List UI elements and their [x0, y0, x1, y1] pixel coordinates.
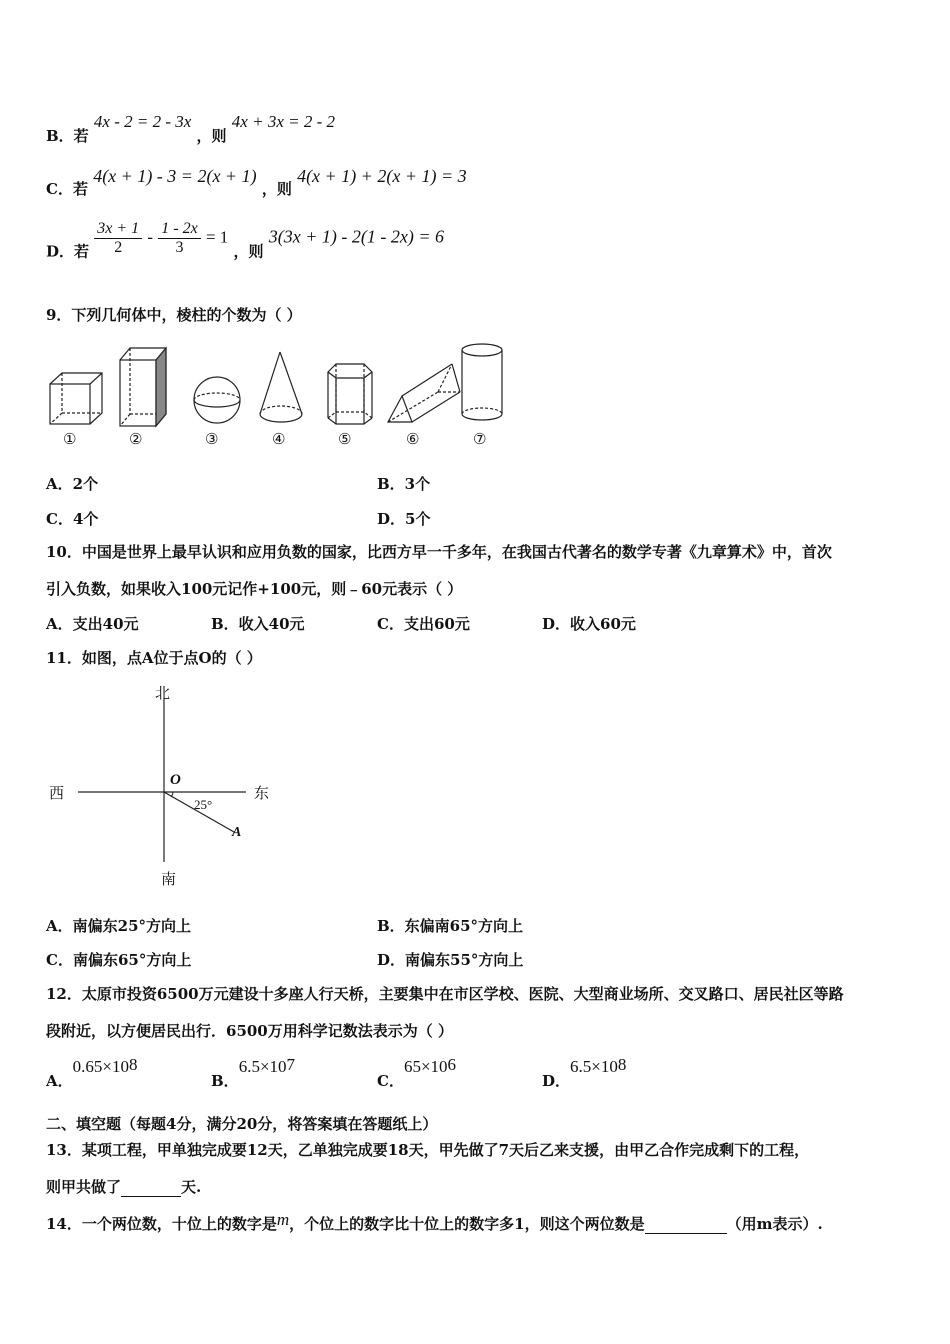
q12-c-exponent: 6: [447, 1055, 457, 1074]
q8-b-equation-2: 4x + 3x = 2 - 2: [231, 112, 335, 131]
q8-d-frac2-numerator: 1 - 2x: [158, 220, 200, 239]
q12-option-d: [542, 1055, 626, 1091]
q8-b-label: B．若: [46, 127, 89, 145]
q12-b-label: B．: [211, 1072, 239, 1090]
q10-option-c: C．支出60元: [377, 615, 470, 633]
q9-shape-label-2: ②: [129, 430, 143, 448]
q11-south-label: 南: [161, 870, 177, 888]
q9-option-c: C．4个: [46, 510, 99, 528]
q9-shape-label-6: ⑥: [406, 430, 420, 448]
q12-option-b: [211, 1055, 295, 1091]
q12-d-exponent: 8: [617, 1055, 627, 1074]
cylinder-icon: [462, 344, 502, 420]
q14-question: [46, 1210, 823, 1234]
q11-angle-label: 25°: [194, 797, 213, 812]
q12-a-base: 0.65×10: [72, 1057, 129, 1076]
q11-north-label: 北: [155, 684, 171, 702]
q8-d-rhs: = 1: [205, 227, 229, 247]
q12-c-base: 65×10: [403, 1057, 448, 1076]
q8-option-d: [46, 220, 444, 262]
q14-suffix: （用m表示）.: [726, 1215, 823, 1233]
q8-c-equation-1: 4(x + 1) - 3 = 2(x + 1): [93, 166, 257, 186]
q11-compass-figure: [40, 680, 290, 890]
q8-d-frac1-denominator: 2: [114, 239, 123, 256]
q14-prefix: 14．一个两位数，十位上的数字是: [46, 1215, 277, 1233]
q12-d-base: 6.5×10: [570, 1057, 618, 1076]
q12-question-line-2: 段附近，以方便居民出行．6500万用科学记数法表示为（ ）: [46, 1022, 453, 1040]
q8-d-fraction-1: [94, 220, 142, 257]
q13-answer-blank[interactable]: [121, 1178, 181, 1197]
q12-option-c: [377, 1055, 456, 1091]
q8-b-equation-1: 4x - 2 = 2 - 3x: [93, 112, 192, 131]
q13-line2-suffix: 天.: [181, 1178, 202, 1196]
q9-option-d: D．5个: [377, 510, 431, 528]
q8-d-equation-2: 3(3x + 1) - 2(1 - 2x) = 6: [268, 226, 445, 247]
q8-d-then: ，则: [233, 242, 264, 261]
q12-question-line-1: 12．太原市投资6500万元建设十多座人行天桥，主要集中在市区学校、医院、大型商业场所、交叉路口、居民社区等路: [46, 985, 844, 1003]
cuboid-icon: [120, 348, 166, 426]
q9-option-a: A．2个: [46, 475, 99, 493]
q9-shape-label-7: ⑦: [473, 430, 487, 448]
q8-b-then: ，则: [196, 127, 227, 145]
q10-question-line-1: 10．中国是世界上最早认识和应用负数的国家，比西方早一千多年，在我国古代著名的数学专著《九章算术》中，首次: [46, 543, 832, 561]
q13-question-line-2: [46, 1176, 201, 1197]
q11-option-c: C．南偏东65°方向上: [46, 951, 192, 969]
q12-c-label: C．: [377, 1072, 404, 1090]
q11-option-a: A．南偏东25°方向上: [46, 917, 192, 935]
q9-shape-label-5: ⑤: [338, 430, 352, 448]
q10-option-b: B．收入40元: [211, 615, 305, 633]
q8-d-label: D．若: [46, 242, 90, 261]
q14-variable: m: [276, 1210, 290, 1229]
q12-d-label: D．: [542, 1072, 571, 1090]
triangular-prism-icon: [388, 364, 460, 422]
cube-icon: [50, 373, 102, 424]
q11-west-label: 西: [49, 784, 65, 802]
q10-question-line-2: 引入负数，如果收入100元记作+100元，则﹣60元表示（ ）: [46, 580, 463, 598]
q8-option-b: [46, 112, 335, 146]
cone-icon: [260, 352, 302, 422]
q8-d-fraction-2: [158, 220, 200, 257]
q12-a-label: A．: [46, 1072, 73, 1090]
hexagonal-prism-icon: [328, 364, 372, 424]
q11-option-b: B．东偏南65°方向上: [377, 917, 524, 935]
q8-option-c: [46, 166, 467, 199]
q14-answer-blank[interactable]: [645, 1215, 727, 1234]
q9-option-b: B．3个: [377, 475, 431, 493]
q10-option-a: A．支出40元: [46, 615, 139, 633]
section-2-heading: 二、填空题（每题4分，满分20分，将答案填在答题纸上）: [46, 1115, 438, 1133]
q11-option-d: D．南偏东55°方向上: [377, 951, 524, 969]
q9-shape-label-4: ④: [272, 430, 286, 448]
q14-middle: ，个位上的数字比十位上的数字多1，则这个两位数是: [289, 1215, 645, 1233]
q11-east-label: 东: [254, 784, 270, 802]
q9-shape-label-1: ①: [63, 430, 77, 448]
q8-c-then: ，则: [261, 180, 292, 198]
q11-origin-label: O: [170, 772, 181, 788]
q12-b-exponent: 7: [286, 1055, 296, 1074]
q8-d-minus: -: [147, 227, 154, 247]
q8-c-label: C．若: [46, 180, 88, 198]
q8-d-frac1-numerator: 3x + 1: [94, 220, 142, 239]
q9-question: 9．下列几何体中，棱柱的个数为（ ）: [46, 306, 302, 324]
q13-line2-prefix: 则甲共做了: [46, 1178, 122, 1196]
q8-d-frac2-denominator: 3: [175, 239, 184, 256]
q11-question: 11．如图，点A位于点O的（ ）: [46, 649, 262, 667]
sphere-icon: [194, 377, 240, 423]
q10-option-d: D．收入60元: [542, 615, 636, 633]
q12-a-exponent: 8: [128, 1055, 138, 1074]
q12-b-base: 6.5×10: [238, 1057, 287, 1076]
q9-shape-label-3: ③: [205, 430, 219, 448]
q8-c-equation-2: 4(x + 1) + 2(x + 1) = 3: [297, 166, 467, 186]
q13-question-line-1: 13．某项工程，甲单独完成要12天，乙单独完成要18天，甲先做了7天后乙来支援，由甲乙合作完成剩下的工程，: [46, 1141, 810, 1159]
q11-point-label: A: [232, 825, 242, 840]
q12-option-a: [46, 1055, 137, 1091]
